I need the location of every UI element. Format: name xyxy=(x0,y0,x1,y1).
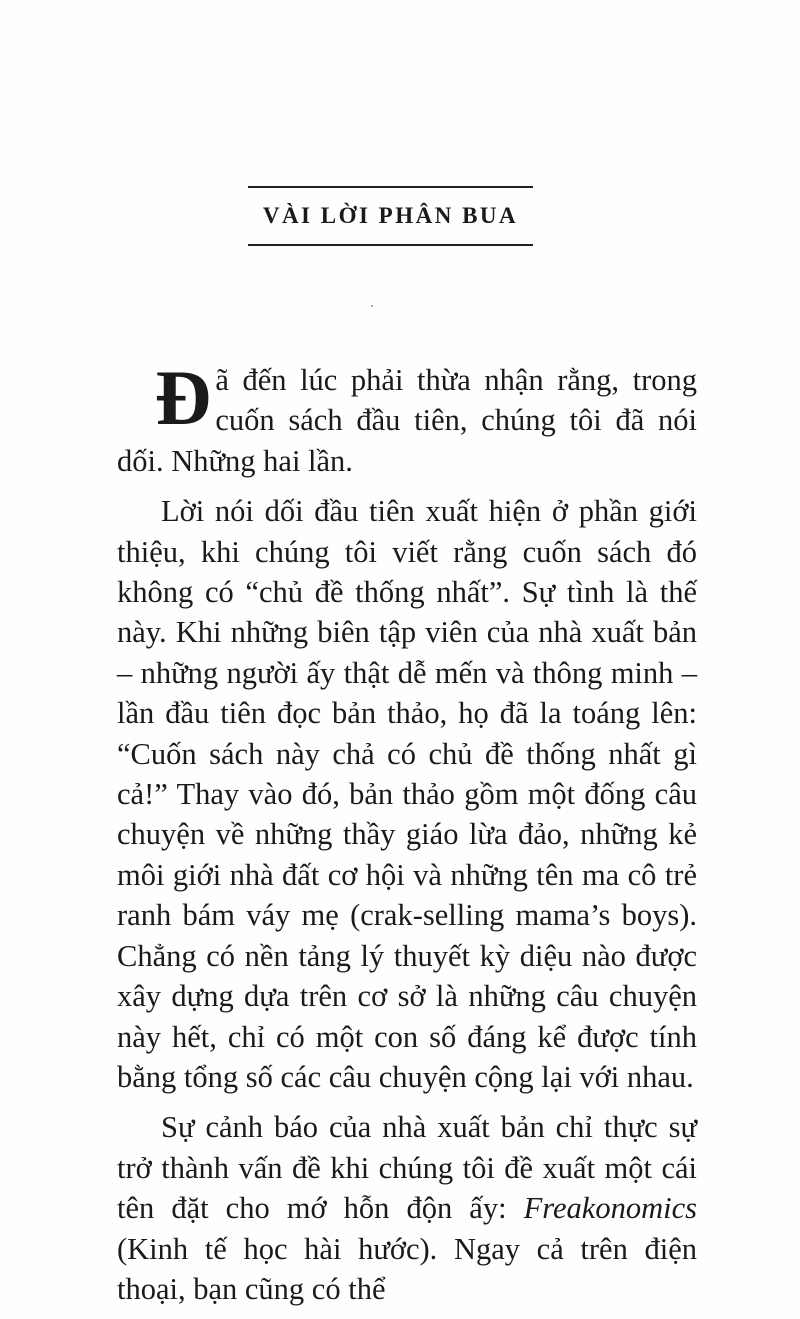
paragraph-2: Lời nói dối đầu tiên xuất hiện ở phần giới thiệu, khi chúng tôi viết rằng cuốn sách đó không có “chủ đề thống nhất”. Sự tình là thế này. Khi những biên tập viên của nhà xuất bản – những người ấy thật dễ mến và thông minh – lần đầu tiên đọc bản thảo, họ đã la toáng lên: “Cuốn sách này chả có chủ đề thống nhất gì cả!” Thay vào đó, bản thảo gồm một đống câu chuyện về những thầy giáo lừa đảo, những kẻ môi giới nhà đất cơ hội và những tên ma cô trẻ ranh bám váy mẹ (crak-selling mama’s boys). Chẳng có nền tảng lý thuyết kỳ diệu nào được xây dựng dựa trên cơ sở là những câu chuyện này hết, chỉ có một con số đáng kể được tính bằng tổng số các câu chuyện cộng lại với nhau. xyxy=(117,494,697,1094)
body-text xyxy=(117,354,697,1319)
book-title-italic: Freakonomics xyxy=(523,1191,697,1226)
chapter-title: VÀI LỜI PHÂN BUA xyxy=(262,203,519,228)
paragraph-3-text-a: Sự cảnh báo của nhà xuất bản chỉ thực sự trở thành vấn đề khi chúng tôi đề xuất một cái tên đặt cho mớ hỗn độn ấy: xyxy=(117,1110,697,1226)
chapter-heading-box xyxy=(248,186,533,246)
print-speck xyxy=(371,305,373,307)
paragraph-3-text-b: (Kinh tế học hài hước). Ngay cả trên điện thoại, bạn cũng có thể xyxy=(117,1231,697,1306)
paragraph-1-text: ã đến lúc phải thừa nhận rằng, trong cuốn sách đầu tiên, chúng tôi đã nói dối. Những hai lần. xyxy=(117,363,697,478)
paragraph-3 xyxy=(117,1107,697,1309)
paragraph-1 xyxy=(117,354,697,481)
drop-cap: Đ xyxy=(155,354,212,441)
